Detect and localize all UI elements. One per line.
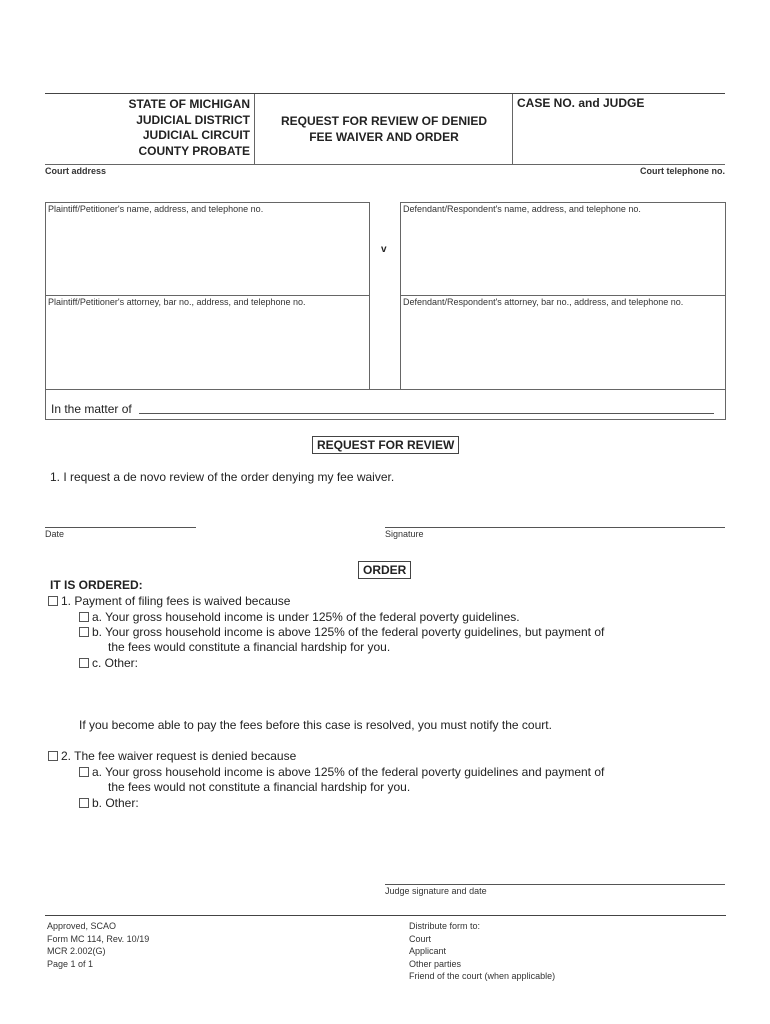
order-item-1a-text: a. Your gross household income is under 125% of the federal poverty guidelines.	[92, 610, 520, 624]
signature-line[interactable]	[385, 527, 725, 528]
matter-label: In the matter of	[51, 402, 132, 416]
court-address-label: Court address	[45, 166, 107, 176]
court-phone-label: Court telephone no.	[640, 166, 725, 176]
form-number: Form MC 114, Rev. 10/19	[47, 933, 150, 944]
circuit-label: JUDICIAL CIRCUIT	[142, 128, 250, 142]
footer-form-info	[47, 920, 149, 970]
state-label: STATE OF MICHIGAN	[128, 97, 250, 111]
order-item-2a	[79, 765, 604, 779]
defendant-label: Defendant/Respondent's name, address, and telephone no.	[403, 204, 641, 214]
form-header	[45, 93, 725, 165]
judge-signature-line[interactable]	[385, 884, 725, 885]
form-title	[256, 94, 513, 164]
district-label: JUDICIAL DISTRICT	[136, 112, 250, 127]
order-item-2a-cont: the fees would not constitute a financial hardship for you.	[108, 780, 411, 794]
request-item-1: 1. I request a de novo review of the order denying my fee waiver.	[50, 470, 395, 484]
date-line[interactable]	[45, 527, 196, 528]
checkbox-2a[interactable]	[79, 767, 89, 777]
checkbox-1c[interactable]	[79, 658, 89, 668]
case-number-field[interactable]: CASE NO. and JUDGE	[517, 96, 645, 110]
signature-label: Signature	[385, 529, 424, 539]
court-names	[45, 94, 255, 164]
order-item-1-text: 1. Payment of filing fees is waived because	[61, 594, 291, 608]
footer-divider	[45, 915, 726, 916]
plaintiff-attorney-field[interactable]	[45, 295, 370, 390]
order-item-1b	[79, 625, 604, 639]
judge-signature-label: Judge signature and date	[385, 886, 487, 896]
order-item-1c	[79, 656, 138, 670]
matter-input-line[interactable]	[139, 413, 714, 414]
page-label: Page 1 of 1	[47, 958, 94, 969]
matter-box	[45, 389, 726, 420]
distribute-court: Court	[409, 933, 432, 944]
date-label: Date	[45, 529, 65, 539]
defendant-attorney-label: Defendant/Respondent's attorney, bar no., address, and telephone no.	[403, 297, 684, 307]
order-item-2b-text: b. Other:	[92, 796, 139, 810]
checkbox-2[interactable]	[48, 751, 58, 761]
plaintiff-label: Plaintiff/Petitioner's name, address, and telephone no.	[48, 204, 264, 214]
checkbox-1[interactable]	[48, 596, 58, 606]
order-item-1a	[79, 610, 520, 624]
distribute-friend: Friend of the court (when applicable)	[409, 971, 556, 981]
order-item-2a-text: a. Your gross household income is above 125% of the federal poverty guidelines and payment of	[92, 765, 605, 779]
defendant-attorney-field[interactable]	[400, 295, 726, 390]
order-heading: ORDER	[358, 561, 411, 579]
probate-label: COUNTY PROBATE	[138, 143, 250, 158]
order-item-2-text: 2. The fee waiver request is denied because	[61, 749, 297, 763]
it-is-ordered: IT IS ORDERED:	[50, 578, 143, 592]
title-line-2: FEE WAIVER AND ORDER	[309, 129, 459, 144]
checkbox-1b[interactable]	[79, 627, 89, 637]
order-item-1	[48, 594, 290, 608]
order-item-1b-text: b. Your gross household income is above 125% of the federal poverty guidelines, but payment of	[92, 625, 605, 639]
versus-label: v	[381, 244, 387, 255]
notify-text: If you become able to pay the fees before this case is resolved, you must notify the court.	[79, 718, 552, 732]
checkbox-2b[interactable]	[79, 798, 89, 808]
distribute-label: Distribute form to:	[409, 921, 481, 931]
title-line-1: REQUEST FOR REVIEW OF DENIED	[280, 114, 487, 128]
order-item-1b-cont: the fees would constitute a financial hardship for you.	[108, 640, 391, 654]
defendant-field[interactable]	[400, 202, 726, 296]
distribute-applicant: Applicant	[409, 946, 447, 956]
checkbox-1a[interactable]	[79, 612, 89, 622]
request-heading: REQUEST FOR REVIEW	[312, 436, 459, 454]
footer-distribution	[409, 920, 555, 983]
mcr-label: MCR 2.002(G)	[47, 946, 106, 956]
approved-label: Approved, SCAO	[47, 921, 117, 931]
order-item-1c-text: c. Other:	[92, 656, 139, 670]
plaintiff-field[interactable]	[45, 202, 370, 296]
order-item-2	[48, 749, 296, 763]
order-item-2b	[79, 796, 139, 810]
plaintiff-attorney-label: Plaintiff/Petitioner's attorney, bar no., address, and telephone no.	[48, 297, 306, 307]
distribute-other: Other parties	[409, 958, 462, 969]
